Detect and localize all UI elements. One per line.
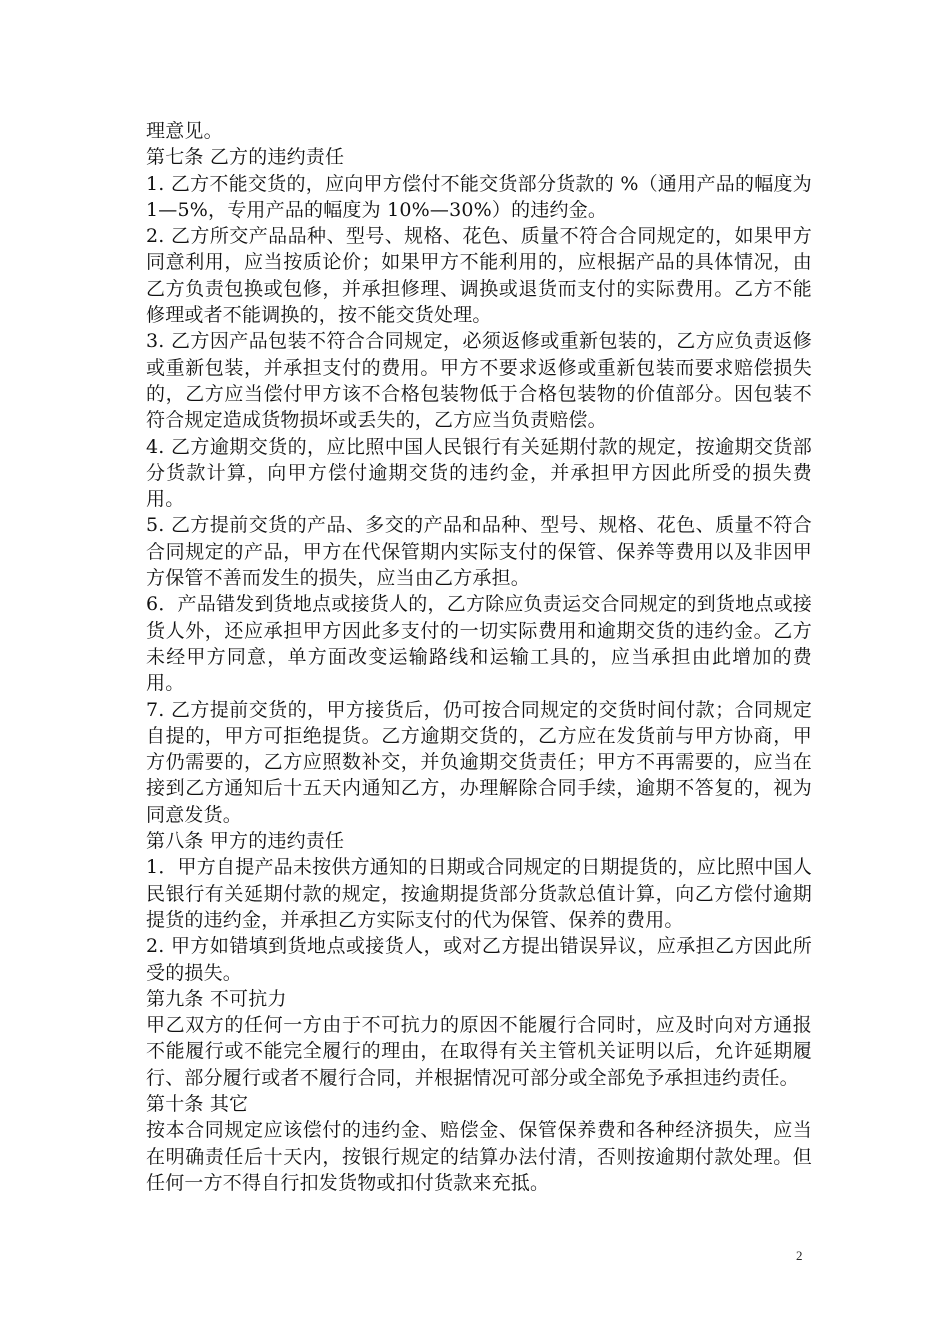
- section-heading-article-10: 第十条 其它: [146, 1092, 249, 1115]
- page-number: 2: [796, 1248, 803, 1263]
- clause-7-5: 5. 乙方提前交货的产品、多交的产品和品种、型号、规格、花色、质量不符合合同规定的产品，甲方在代保管期内实际支付的保管、保养等费用以及非因甲方保管不善而发生的损失，应当由乙方承担。: [146, 514, 812, 590]
- clause-7-1: 1. 乙方不能交货的，应向甲方偿付不能交货部分货款的 %（通用产品的幅度为 1—5%，专用产品的幅度为 10%—30%）的违约金。: [146, 172, 812, 221]
- clause-7-2: 2. 乙方所交产品品种、型号、规格、花色、质量不符合合同规定的，如果甲方同意利用，应当按质论价；如果甲方不能利用的，应根据产品的具体情况，由乙方负责包换或包修，并承担修理、调换或退货而支付的实际费用。乙方不能修理或者不能调换的，按不能交货处理。: [146, 225, 812, 327]
- section-heading-article-8: 第八条 甲方的违约责任: [146, 830, 345, 853]
- clause-9-body: 甲乙双方的任何一方由于不可抗力的原因不能履行合同时，应及时向对方通报不能履行或不能完全履行的理由，在取得有关主管机关证明以后，允许延期履行、部分履行或者不履行合同，并根据情况可部分或全部免予承担违约责任。: [146, 1014, 812, 1089]
- section-heading-article-9: 第九条 不可抗力: [146, 987, 287, 1010]
- section-heading-article-7: 第七条 乙方的违约责任: [146, 146, 345, 169]
- clause-7-7: 7. 乙方提前交货的，甲方接货后，仍可按合同规定的交货时间付款；合同规定自提的，甲方可拒绝提货。乙方逾期交货的，乙方应在发货前与甲方协商，甲方仍需要的，乙方应照数补交，并负逾期交货责任；甲方不再需要的，应当在接到乙方通知后十五天内通知乙方，办理解除合同手续，逾期不答复的，视为同意发货。: [146, 698, 812, 826]
- document-body: [146, 118, 812, 1196]
- clause-7-6: 6．产品错发到货地点或接货人的，乙方除应负责运交合同规定的到货地点或接货人外，还应承担甲方因此多支付的一切实际费用和逾期交货的违约金。乙方未经甲方同意，单方面改变运输路线和运输工具的，应当承担由此增加的费用。: [146, 593, 812, 695]
- clause-7-3: 3. 乙方因产品包装不符合合同规定，必须返修或重新包装的，乙方应负责返修或重新包装，并承担支付的费用。甲方不要求返修或重新包装而要求赔偿损失的，乙方应当偿付甲方该不合格包装物低于合格包装物的价值部分。因包装不符合规定造成货物损坏或丢失的，乙方应当负责赔偿。: [146, 330, 812, 432]
- clause-7-4: 4. 乙方逾期交货的，应比照中国人民银行有关延期付款的规定，按逾期交货部分货款计算，向甲方偿付逾期交货的违约金，并承担甲方因此所受的损失费用。: [146, 435, 812, 511]
- paragraph-continuation: 理意见。: [146, 120, 223, 142]
- clause-10-body: 按本合同规定应该偿付的违约金、赔偿金、保管保养费和各种经济损失，应当在明确责任后十天内，按银行规定的结算办法付清，否则按逾期付款处理。但任何一方不得自行扣发货物或扣付货款来充抵。: [146, 1119, 812, 1194]
- clause-8-2: 2. 甲方如错填到货地点或接货人，或对乙方提出错误异议，应承担乙方因此所受的损失。: [146, 935, 812, 984]
- clause-8-1: 1．甲方自提产品未按供方通知的日期或合同规定的日期提货的，应比照中国人民银行有关延期付款的规定，按逾期提货部分货款总值计算，向乙方偿付逾期提货的违约金，并承担乙方实际支付的代为保管、保养的费用。: [146, 856, 812, 931]
